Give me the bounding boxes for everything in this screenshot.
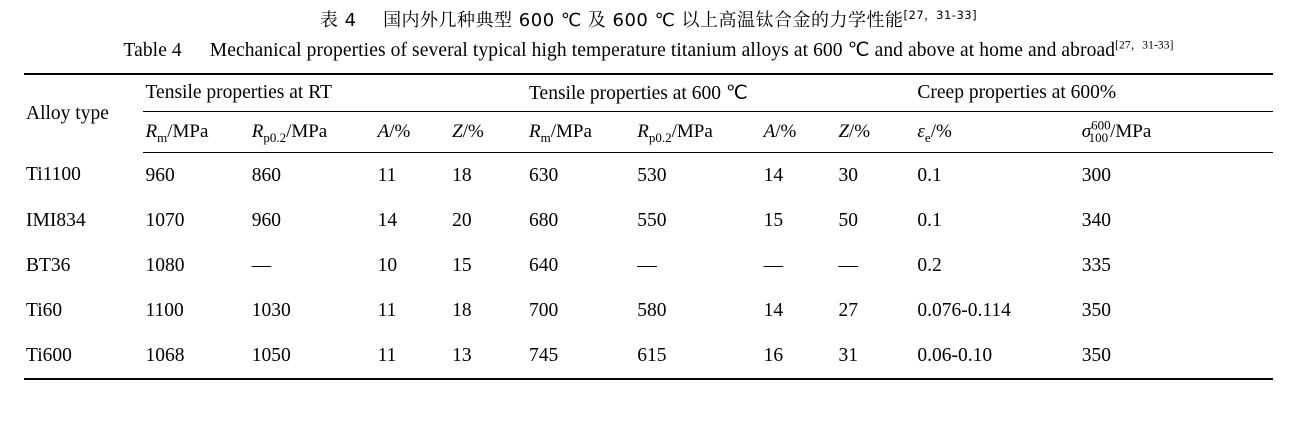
cell-value: 27	[838, 299, 858, 321]
cell-alloy: Ti60	[26, 299, 63, 321]
cell-value: 13	[450, 333, 527, 379]
cell-value: 11	[376, 333, 451, 379]
cell-value: 580	[637, 299, 667, 321]
group-header-tensile-rt: Tensile properties at RT	[143, 74, 527, 112]
cell-value: 680	[528, 209, 559, 231]
cell-value: 10	[377, 254, 398, 276]
cell-value: 550	[637, 209, 667, 231]
cell-value: 16	[762, 333, 837, 379]
column-header-z-rt: Z/%	[450, 112, 527, 153]
cell-value: 15	[452, 254, 472, 276]
cell-value: 630	[528, 164, 559, 186]
cell-value: 700	[528, 299, 559, 321]
cell-value: 0.1	[917, 209, 942, 231]
table-row	[24, 198, 1273, 243]
cell-value: 30	[838, 164, 858, 186]
mechanical-properties-table	[24, 73, 1273, 380]
table-row	[24, 153, 1273, 199]
cell-value: 11	[377, 164, 397, 186]
column-header-rp02-600: $R_{p0.2}$/MPa	[635, 112, 761, 153]
table-row	[24, 288, 1273, 333]
column-header-rp02-rt: $R_{p0.2}$/MPa	[250, 112, 376, 153]
cell-value: 14	[763, 299, 784, 321]
cell-value: 1030	[251, 299, 291, 321]
cell-value: 745	[527, 333, 635, 379]
cell-value: —	[838, 254, 858, 276]
caption-chinese-label: 表 4	[319, 10, 357, 31]
cell-value: 350	[1080, 333, 1273, 379]
column-header-sigma-100-600: $\sigma^{600}_{100}$ /MPa	[1080, 112, 1273, 153]
cell-value: 1080	[145, 254, 185, 276]
table-sub-header-row	[24, 112, 1273, 153]
cell-value: 1068	[143, 333, 249, 379]
cell-alloy: BT36	[26, 254, 71, 276]
column-header-a-600: A/%	[762, 112, 837, 153]
caption-chinese-reference: [27，31-33]	[903, 8, 978, 22]
cell-value: 1070	[145, 209, 185, 231]
cell-value: 640	[528, 254, 559, 276]
cell-alloy: Ti600	[24, 333, 143, 379]
cell-value: 860	[251, 164, 281, 186]
cell-value: 20	[452, 209, 472, 231]
caption-english-reference: [27，31-33]	[1115, 39, 1174, 52]
column-header-epsilon-e: $\varepsilon_e/\%$	[915, 112, 1079, 153]
cell-value: 0.1	[917, 164, 942, 186]
caption-chinese	[24, 6, 1273, 36]
caption-english-label: Table 4	[123, 40, 182, 61]
column-header-alloy-type: Alloy type	[24, 74, 143, 153]
cell-value: 0.2	[917, 254, 942, 276]
cell-value: 350	[1081, 299, 1111, 321]
cell-value: 530	[637, 164, 667, 186]
cell-value: 1050	[250, 333, 376, 379]
column-header-a-rt: A/%	[376, 112, 451, 153]
group-header-creep-600: Creep properties at 600%	[915, 74, 1273, 112]
cell-value: 335	[1081, 254, 1111, 276]
table-row	[24, 333, 1273, 379]
table-row	[24, 243, 1273, 288]
cell-value: 18	[452, 299, 472, 321]
cell-value: 960	[145, 164, 175, 186]
column-header-rm-600: $R_m$/MPa	[527, 112, 635, 153]
cell-alloy: Ti1100	[26, 164, 81, 186]
cell-value: 11	[377, 299, 397, 321]
caption-chinese-text: 国内外几种典型 600 ℃ 及 600 ℃ 以上高温钛合金的力学性能	[383, 10, 904, 31]
cell-value: 31	[836, 333, 915, 379]
cell-value: 0.06-0.10	[915, 333, 1079, 379]
cell-value: —	[763, 254, 784, 276]
cell-value: 615	[635, 333, 761, 379]
group-header-tensile-600: Tensile properties at 600 ℃	[527, 74, 915, 112]
cell-value: 340	[1081, 209, 1111, 231]
cell-value: 0.076-0.114	[917, 299, 1011, 321]
cell-value: 300	[1081, 164, 1111, 186]
cell-value: 15	[763, 209, 784, 231]
cell-value: 14	[377, 209, 398, 231]
cell-value: 50	[838, 209, 858, 231]
cell-value: 960	[251, 209, 281, 231]
column-header-rm-rt: $R_m$/MPa	[143, 112, 249, 153]
cell-value: —	[251, 254, 272, 276]
cell-value: —	[637, 254, 657, 276]
cell-value: 14	[763, 164, 784, 186]
cell-value: 1100	[145, 299, 184, 321]
column-header-z-600: Z/%	[836, 112, 915, 153]
cell-alloy: IMI834	[26, 209, 86, 231]
cell-value: 18	[452, 164, 472, 186]
table-group-header-row	[24, 74, 1273, 112]
caption-english	[24, 36, 1273, 66]
caption-english-text: Mechanical properties of several typical high temperature titanium alloys at 600 ℃ and above at home and abroad	[209, 40, 1116, 61]
